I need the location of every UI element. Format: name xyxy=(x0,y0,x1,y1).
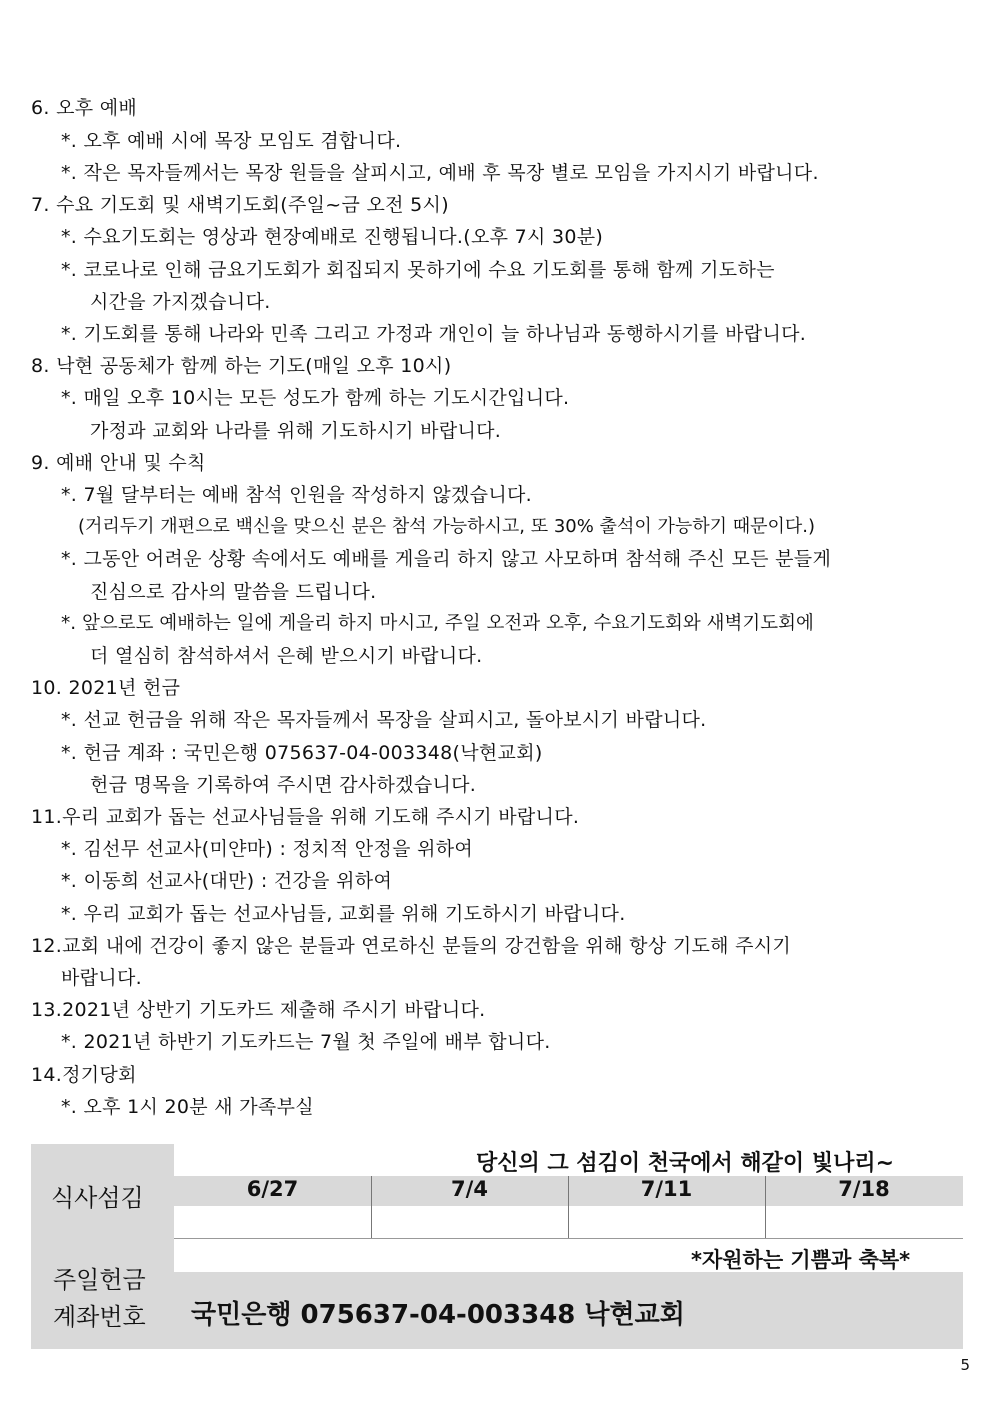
account-number: 국민은행 075637-04-003348 낙현교회 xyxy=(191,1300,685,1330)
item-10-title: 10. 2021년 헌금 xyxy=(31,677,181,699)
item-9-bullet-2-cont: 진심으로 감사의 말씀을 드립니다. xyxy=(90,581,377,603)
date-cell: 6/27 xyxy=(246,1177,299,1201)
meal-slogan: 당신의 그 섬김이 천국에서 해같이 빛나리~ xyxy=(476,1151,895,1176)
item-11-bullet-2: *. 이동희 선교사(대만) : 건강을 위하여 xyxy=(61,870,393,892)
item-10-bullet-1: *. 선교 헌금을 위해 작은 목자들께서 목장을 살피시고, 돌아보시기 바랍니다. xyxy=(61,709,707,731)
item-6-bullet-1: *. 오후 예배 시에 목장 모임도 겸합니다. xyxy=(61,130,402,152)
account-label: 계좌번호 xyxy=(53,1303,146,1331)
item-7-bullet-2: *. 코로나로 인해 금요기도회가 회집되지 못하기에 수요 기도회를 통해 함께 기도하는 xyxy=(61,259,775,281)
offering-slogan: *자원하는 기쁨과 축복* xyxy=(691,1248,911,1272)
service-table xyxy=(31,1144,963,1349)
item-9-title: 9. 예배 안내 및 수칙 xyxy=(31,452,206,474)
row-divider xyxy=(174,1238,963,1239)
item-8-title: 8. 낙현 공동체가 함께 하는 기도(매일 오후 10시) xyxy=(31,355,452,377)
item-11-bullet-3: *. 우리 교회가 돕는 선교사님들, 교회를 위해 기도하시기 바랍니다. xyxy=(61,903,626,925)
item-11-bullet-1: *. 김선무 선교사(미얀마) : 정치적 안정을 위하여 xyxy=(61,838,474,860)
item-11-title: 11.우리 교회가 돕는 선교사님들을 위해 기도해 주시기 바랍니다. xyxy=(31,806,580,828)
date-cell: 7/18 xyxy=(838,1177,890,1201)
item-14-title: 14.정기당회 xyxy=(31,1064,137,1086)
item-7-title: 7. 수요 기도회 및 새벽기도회(주일~금 오전 5시) xyxy=(31,194,449,216)
page-number: 5 xyxy=(960,1356,970,1374)
date-cell: 7/4 xyxy=(451,1177,488,1201)
item-9-bullet-2: *. 그동안 어려운 상황 속에서도 예배를 게을리 하지 않고 사모하며 참석해 주신 모든 분들게 xyxy=(61,548,832,570)
item-7-bullet-1: *. 수요기도회는 영상과 현장예배로 진행됩니다.(오후 7시 30분) xyxy=(61,226,604,248)
meal-label: 식사섬김 xyxy=(51,1184,144,1212)
item-13-title: 13.2021년 상반기 기도카드 제출해 주시기 바랍니다. xyxy=(31,999,486,1021)
item-9-bullet-3-cont: 더 열심히 참석하셔서 은혜 받으시기 바랍니다. xyxy=(90,645,483,667)
item-12-title-cont: 바랍니다. xyxy=(61,967,142,989)
item-8-bullet-1: *. 매일 오후 10시는 모든 성도가 함께 하는 기도시간입니다. xyxy=(61,387,570,409)
item-7-bullet-3: *. 기도회를 통해 나라와 민족 그리고 가정과 개인이 늘 하나님과 동행하시기를 바랍니다. xyxy=(61,323,807,345)
item-12-title: 12.교회 내에 건강이 좋지 않은 분들과 연로하신 분들의 강건함을 위해 항상 기도해 주시기 xyxy=(31,935,792,957)
item-9-note: (거리두기 개편으로 백신을 맞으신 분은 참석 가능하시고, 또 30% 출석이 가능하기 때문이다.) xyxy=(78,516,816,537)
item-6-bullet-2: *. 작은 목자들께서는 목장 원들을 살피시고, 예배 후 목장 별로 모임을 가지시기 바랍니다. xyxy=(61,162,819,184)
item-14-bullet-1: *. 오후 1시 20분 새 가족부실 xyxy=(61,1096,314,1118)
date-cell: 7/11 xyxy=(640,1177,693,1201)
item-6-title: 6. 오후 예배 xyxy=(31,97,138,119)
item-9-bullet-1: *. 7월 달부터는 예배 참석 인원을 작성하지 않겠습니다. xyxy=(61,484,532,506)
item-13-bullet-1: *. 2021년 하반기 기도카드는 7월 첫 주일에 배부 합니다. xyxy=(61,1031,551,1053)
item-10-bullet-2-cont: 헌금 명목을 기록하여 주시면 감사하겠습니다. xyxy=(90,774,477,796)
offering-label: 주일헌금 xyxy=(53,1266,146,1294)
item-8-bullet-1-cont: 가정과 교회와 나라를 위해 기도하시기 바랍니다. xyxy=(90,420,502,442)
item-7-bullet-2-cont: 시간을 가지겠습니다. xyxy=(90,291,271,313)
item-10-bullet-2: *. 헌금 계좌 : 국민은행 075637-04-003348(낙현교회) xyxy=(61,742,543,764)
item-9-bullet-3: *. 앞으로도 예배하는 일에 게을리 하지 마시고, 주일 오전과 오후, 수요기도회와 새벽기도회에 xyxy=(61,613,814,634)
